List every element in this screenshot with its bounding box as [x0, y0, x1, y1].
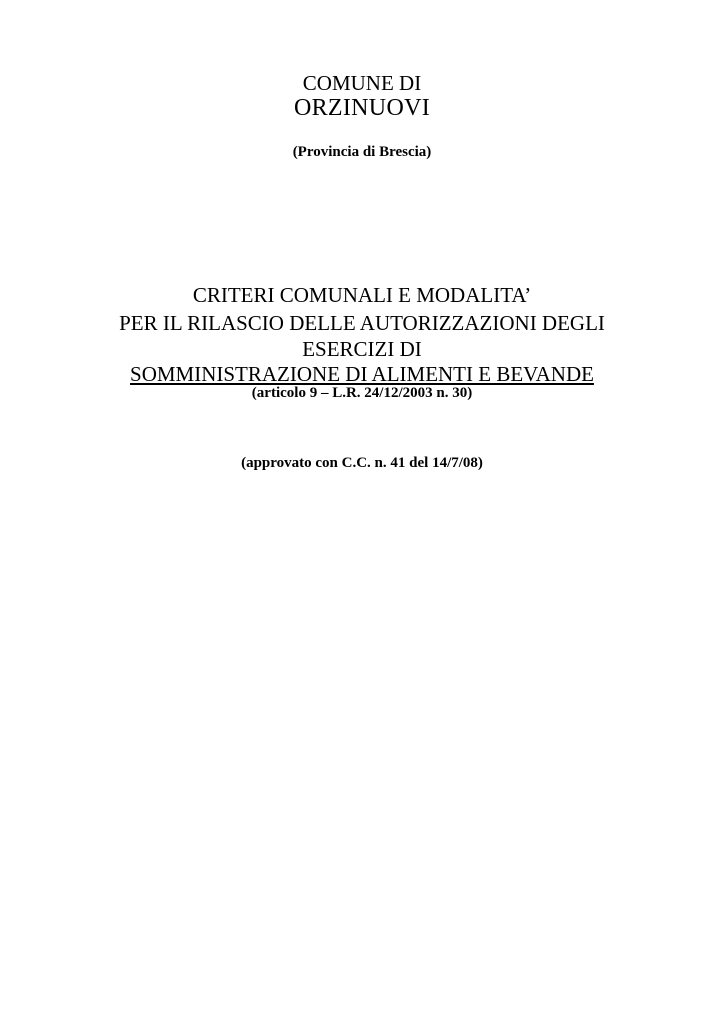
header-provincia: (Provincia di Brescia) — [292, 144, 432, 160]
approval-note: (approvato con C.C. n. 41 del 14/7/08) — [241, 455, 483, 471]
header-comune-di: COMUNE DI — [302, 71, 422, 95]
document-title-line-1: CRITERI COMUNALI E MODALITA’ — [192, 283, 532, 307]
document-title-line-2: PER IL RILASCIO DELLE AUTORIZZAZIONI DEGLI — [119, 311, 605, 335]
header-comune-name: ORZINUOVI — [293, 95, 430, 121]
law-reference: (articolo 9 – L.R. 24/12/2003 n. 30) — [251, 385, 473, 401]
document-title-line-4: SOMMINISTRAZIONE DI ALIMENTI E BEVANDE — [130, 362, 594, 386]
document-title-line-3: ESERCIZI DI — [302, 337, 422, 361]
